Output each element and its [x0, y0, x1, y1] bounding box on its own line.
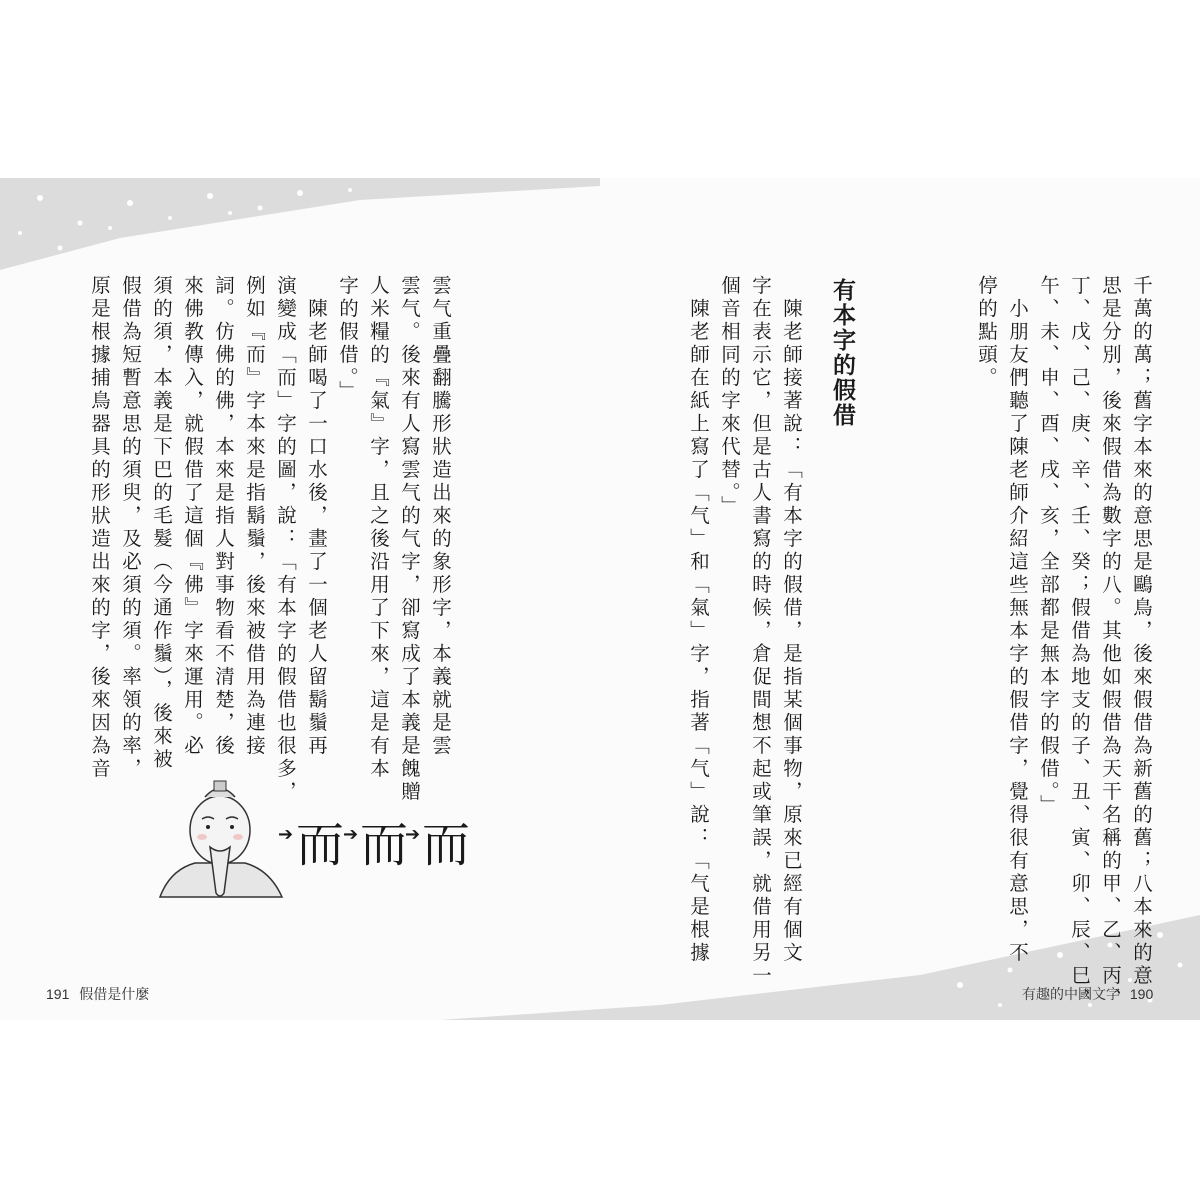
- right-text-column: 丁、戊、己、庚、辛、壬、癸；假借為地支的子、丑、寅、卯、辰、巳、: [1068, 275, 1091, 1011]
- arrow-right-icon: ➔: [278, 824, 294, 845]
- left-text-column: 原是根據捕鳥器具的形狀造出來的字，後來因為音: [88, 275, 111, 781]
- left-text-column: 字的假借。」: [336, 275, 359, 404]
- arrow-right-icon: ➔: [405, 824, 421, 845]
- right-text-column: 小朋友們聽了陳老師介紹這些無本字的假借字，覺得很有意思，不: [1006, 275, 1029, 965]
- right-text-column: 個音相同的字來代替。」: [718, 275, 741, 519]
- page-number: 190: [1129, 986, 1154, 1002]
- right-text-column: 陳老師接著說：「有本字的假借，是指某個事物，原來已經有個文: [780, 275, 803, 965]
- left-text-column: 雲气。後來有人寫雲气的气字，卻寫成了本義是餽贈: [398, 275, 421, 804]
- right-text-column: 午、未、申、酉、戌、亥，全部都是無本字的假借。」: [1037, 275, 1060, 818]
- page-number: 191: [46, 986, 70, 1002]
- left-text-column: 來佛教傳入，就假借了這個『佛』字來運用。必: [181, 275, 204, 758]
- left-text-column: 雲气重疊翻騰形狀造出來的象形字，本義就是雲: [429, 275, 452, 758]
- left-text-column: 陳老師喝了一口水後，畫了一個老人留鬍鬚再: [305, 275, 328, 758]
- seal-glyph: 而: [422, 817, 471, 873]
- left-text-column: 詞。仿佛的佛，本來是指人對事物看不清楚，後: [212, 275, 235, 758]
- left-text-column: 須的須，本義是下巴的毛髮（今通作鬚），後來被: [150, 275, 173, 772]
- left-text-column: 例如『而』字本來是指鬍鬚，後來被借用為連接: [243, 275, 266, 758]
- top-left-band: [0, 178, 600, 273]
- section-heading: 有本字的假借: [829, 278, 855, 428]
- arrow-right-icon: ➔: [343, 824, 359, 845]
- left-text-column: 人米糧的『氣』字，且之後沿用了下來，這是有本: [367, 275, 390, 781]
- right-text-column: 字在表示它，但是古人書寫的時候，倉促間想不起或筆誤，就借用另一: [749, 275, 772, 988]
- right-folio: [1022, 984, 1159, 1004]
- seal-glyph: 而: [360, 817, 409, 873]
- running-title: 有趣的中國文字: [1022, 986, 1120, 1002]
- running-title: 假借是什麼: [79, 986, 150, 1002]
- seal-glyph: 而: [296, 817, 345, 873]
- right-text-column: 思是分別，後來假借為數字的八。其他如假借為天干名稱的甲、乙、丙、: [1099, 275, 1122, 1011]
- left-text-column: 假借為短暫意思的須臾，及必須的須。率領的率，: [119, 275, 142, 781]
- left-text-column: 演變成「而」字的圖，說：「有本字的假借也很多，: [274, 275, 297, 804]
- right-text-column: 千萬的萬；舊字本來的意思是鷗鳥，後來假借為新舊的舊；八本來的意: [1130, 275, 1153, 988]
- right-text-column: 陳老師在紙上寫了「气」和「氣」字，指著「气」說：「气是根據: [687, 275, 710, 965]
- right-text-column: 停的點頭。: [975, 275, 998, 390]
- left-folio: [40, 984, 149, 1004]
- old-man-illustration: [150, 775, 290, 904]
